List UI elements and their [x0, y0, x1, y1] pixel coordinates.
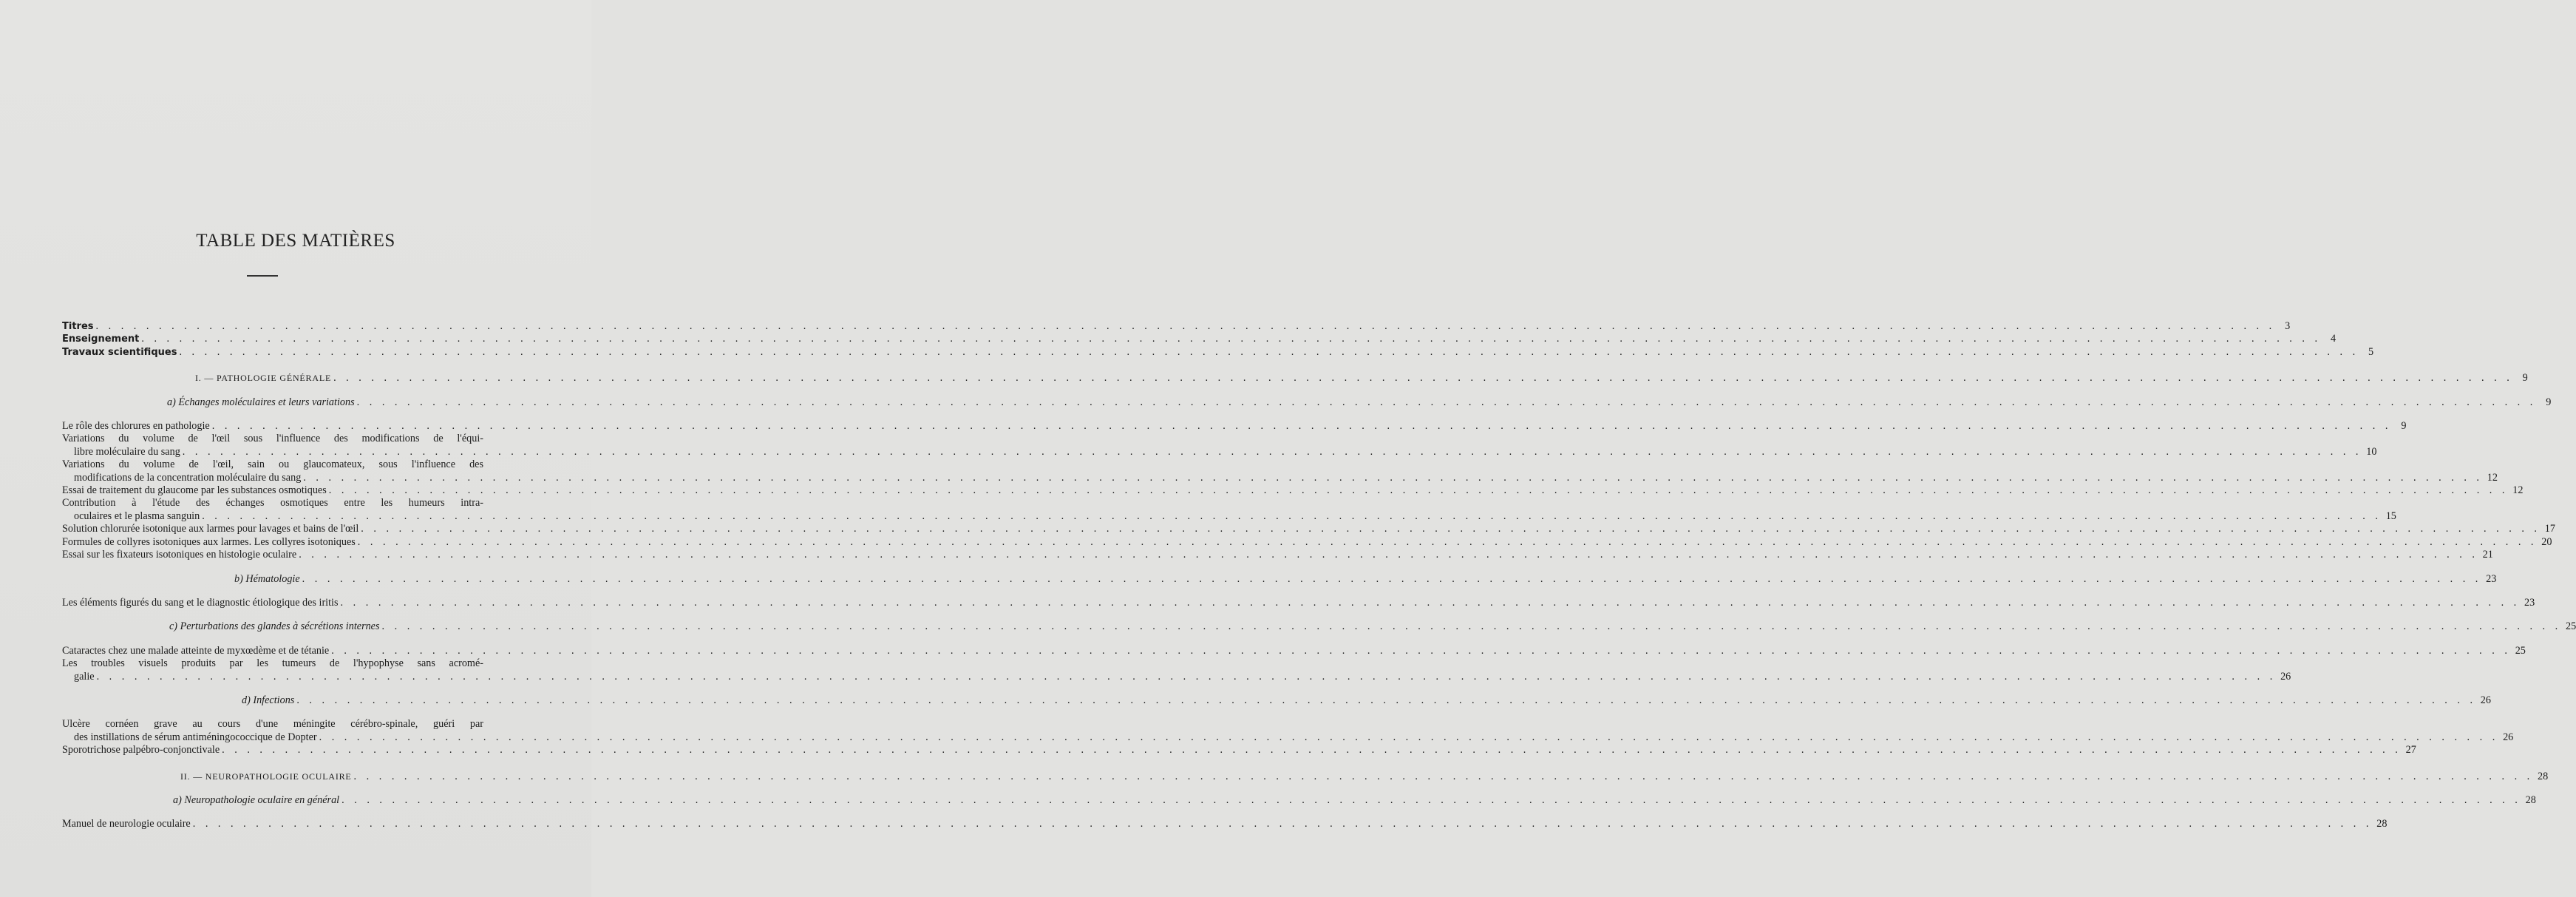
toc-entry-label: Titres	[62, 321, 94, 332]
toc-entry-label: Le rôle des chlorures en pathologie	[62, 420, 210, 433]
toc-entry[interactable]	[62, 433, 2377, 458]
toc-page-number: 28	[2538, 770, 2549, 782]
leader-dots	[139, 333, 2321, 345]
leader-dots	[294, 694, 2476, 707]
toc-entry-label: Ulcère cornéen grave au cours d'une méningite cérébro-spinale, guéri par	[62, 718, 483, 731]
leader-dots	[200, 510, 2382, 523]
part-heading: I. — PATHOLOGIE GÉNÉRALE	[195, 373, 332, 384]
leader-dots	[180, 446, 2362, 458]
toc-page-number: 21	[2482, 549, 2493, 561]
leader-dots	[177, 346, 2359, 359]
toc-entry-label-cont: libre moléculaire du sang	[74, 445, 180, 458]
toc-section-c[interactable]	[169, 620, 2576, 633]
toc-entry[interactable]	[62, 744, 2416, 756]
toc-entry[interactable]	[62, 523, 2555, 535]
section-heading: d) Infections	[242, 694, 295, 706]
toc-page-number: 9	[2546, 396, 2552, 408]
toc-entry-label: Enseignement	[62, 334, 140, 345]
section-heading: a) Échanges moléculaires et leurs variations	[167, 396, 355, 408]
toc-entry-label: Variations du volume de l'œil, sain ou glaucomateux, sous l'influence des	[62, 458, 483, 471]
toc-entry-label: Contribution à l'étude des échanges osmotiques entre les humeurs intra-	[62, 497, 483, 510]
leader-dots	[94, 320, 2276, 333]
toc-entry[interactable]	[62, 596, 2535, 609]
leader-dots	[210, 420, 2392, 433]
toc-entry-label: Variations du volume de l'œil sous l'influence des modifications de l'équi-	[62, 433, 483, 445]
section-heading: a) Neuropathologie oculaire en général	[173, 793, 340, 806]
toc-page-number: 12	[2512, 484, 2524, 497]
toc-page-number: 5	[2368, 345, 2374, 358]
toc-section-a[interactable]	[167, 396, 2552, 409]
toc-entry-label: Les troubles visuels produits par les tumeurs de l'hypophyse sans acromé-	[62, 657, 483, 670]
toc-entry-enseignement[interactable]	[62, 333, 2337, 345]
leader-dots	[380, 620, 2562, 633]
toc-entry[interactable]	[62, 420, 2407, 433]
leader-dots	[296, 549, 2478, 561]
toc-entry[interactable]	[62, 657, 2291, 683]
toc-page-number: 15	[2385, 510, 2396, 522]
toc-part-2[interactable]	[180, 770, 2549, 783]
leader-dots	[331, 372, 2513, 385]
leader-dots	[327, 484, 2509, 497]
toc-section-b[interactable]	[234, 572, 2497, 586]
toc-page-number: 12	[2487, 471, 2498, 484]
section-heading: c) Perturbations des glandes à sécrétions internes	[169, 620, 380, 633]
toc-entry[interactable]	[62, 458, 2498, 484]
toc-part-1[interactable]	[195, 372, 2528, 385]
toc-entry[interactable]	[62, 718, 2514, 744]
leader-dots	[358, 523, 2541, 535]
toc-page-number: 9	[2522, 372, 2528, 385]
toc-entry-label: Cataractes chez une malade atteinte de myxœdème et de tétanie	[62, 644, 330, 657]
toc-entry[interactable]	[62, 644, 2526, 657]
toc-page-number: 9	[2401, 420, 2407, 433]
leader-dots	[329, 645, 2511, 657]
toc-entry-label: Essai sur les fixateurs isotoniques en histologie oculaire	[62, 549, 297, 561]
section-heading: b) Hématologie	[234, 572, 300, 585]
toc-page-number: 27	[2405, 744, 2416, 756]
toc-page-number: 26	[2480, 694, 2491, 706]
toc-page-number: 26	[2503, 731, 2514, 743]
toc-page-number: 25	[2565, 620, 2576, 633]
toc-page-number: 4	[2330, 333, 2337, 345]
toc-entry-label: Solution chlorurée isotonique aux larmes pour lavages et bains de l'œil	[62, 523, 359, 535]
toc-page-number: 26	[2280, 670, 2291, 683]
table-of-contents	[62, 320, 2576, 831]
toc-page-number: 23	[2524, 596, 2535, 609]
leader-dots	[95, 671, 2277, 683]
toc-entry-titres[interactable]	[62, 320, 2291, 333]
title-rule	[247, 275, 278, 277]
leader-dots	[301, 472, 2483, 484]
toc-page-number: 23	[2486, 572, 2497, 585]
toc-entry[interactable]	[62, 535, 2552, 549]
toc-entry-label: Les éléments figurés du sang et le diagnostic étiologique des iritis	[62, 596, 339, 609]
toc-entry-label: Travaux scientifiques	[62, 346, 177, 358]
toc-entry[interactable]	[62, 484, 2524, 497]
toc-entry-label: Formules de collyres isotoniques aux larmes. Les collyres isotoniques	[62, 535, 356, 548]
toc-page-number: 3	[2285, 320, 2291, 332]
toc-entry[interactable]	[62, 549, 2493, 561]
toc-entry-label: Essai de traitement du glaucome par les substances osmotiques	[62, 484, 327, 497]
toc-entry-label: Manuel de neurologie oculaire	[62, 818, 191, 830]
toc-entry-label-cont: modifications de la concentration moléculaire du sang	[74, 471, 302, 484]
toc-entry[interactable]	[62, 497, 2396, 523]
toc-page-number: 28	[2376, 818, 2388, 830]
toc-section-d[interactable]	[242, 694, 2491, 707]
toc-page-number: 20	[2541, 535, 2552, 548]
toc-page-number: 28	[2525, 793, 2536, 806]
toc-page-number: 10	[2366, 445, 2377, 458]
toc-section-2a[interactable]	[173, 793, 2536, 807]
page-title: TABLE DES MATIÈRES	[196, 231, 395, 251]
leader-dots	[220, 744, 2402, 756]
toc-page-number: 17	[2544, 523, 2555, 535]
leader-dots	[355, 396, 2537, 409]
leader-dots	[339, 597, 2521, 609]
toc-entry-label-cont: oculaires et le plasma sanguin	[74, 510, 200, 522]
toc-entry-label: Sporotrichose palpébro-conjonctivale	[62, 744, 220, 756]
toc-entry-travaux[interactable]	[62, 345, 2374, 359]
leader-dots	[356, 536, 2538, 549]
leader-dots	[317, 731, 2499, 744]
part-heading: II. — NEUROPATHOLOGIE OCULAIRE	[180, 771, 352, 782]
toc-page-number: 25	[2515, 644, 2526, 657]
leader-dots	[352, 771, 2534, 783]
toc-entry-label-cont: des instillations de sérum antiméningococcique de Dopter	[74, 731, 317, 743]
toc-entry[interactable]	[62, 818, 2388, 830]
leader-dots	[191, 818, 2373, 830]
leader-dots	[339, 794, 2521, 807]
leader-dots	[300, 573, 2482, 586]
toc-entry-label-cont: galie	[74, 670, 95, 683]
